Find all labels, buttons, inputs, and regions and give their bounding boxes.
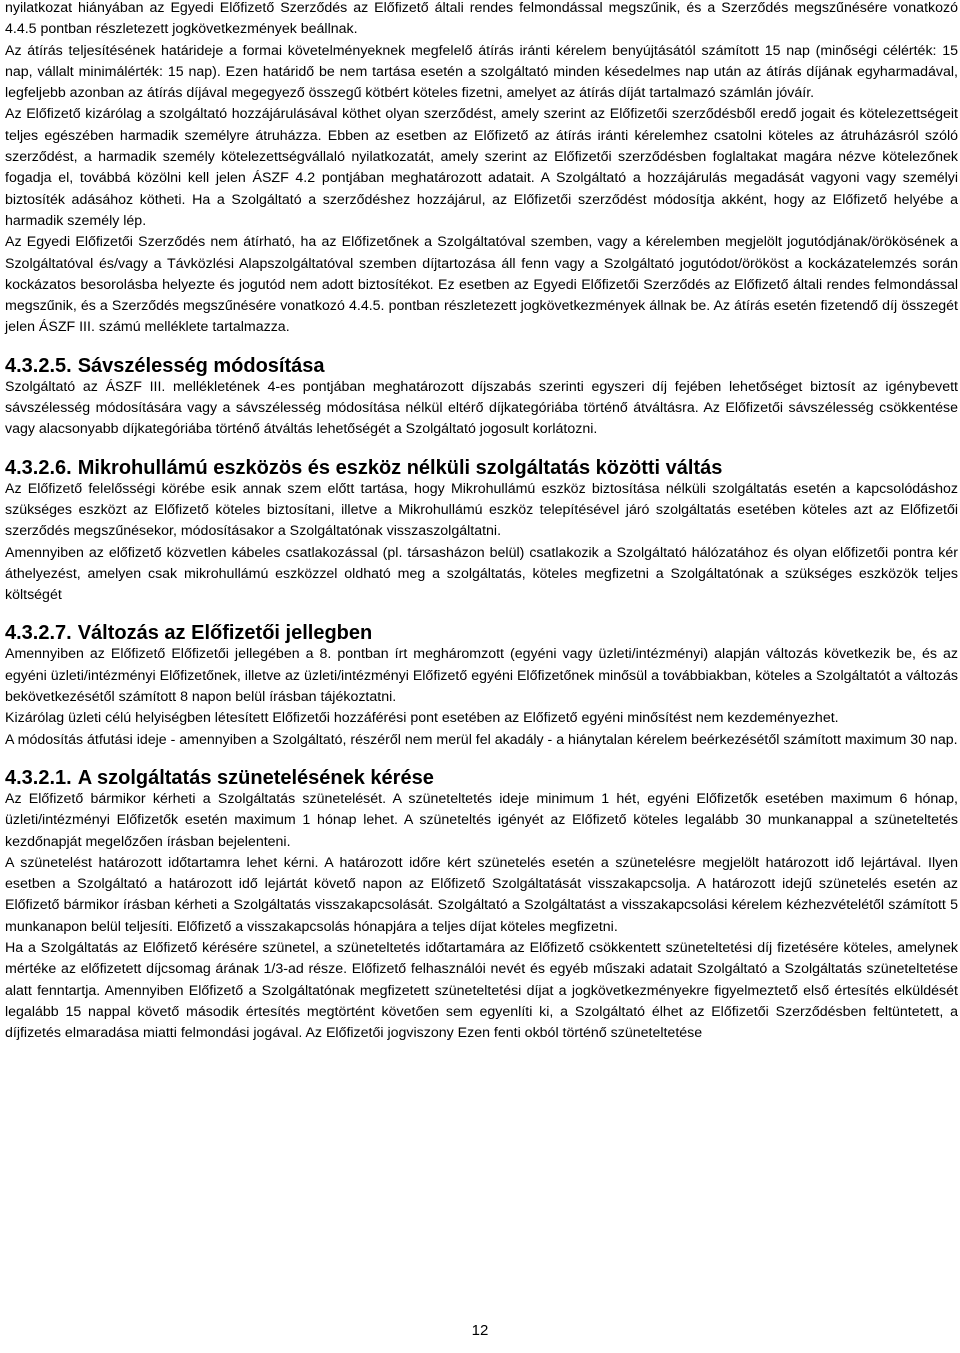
section-heading-microwave-switch (5, 455, 958, 482)
section-title: Változás az Előfizetői jellegben (77, 622, 373, 645)
paragraph-cable-relocation: Amennyiben az előfizető közvetlen kábeles csatlakozással (pl. társasházon belül) csatlakozik a Szolgáltató hálózatához és olyan előfizetői pontra kér áthelyezést, amelyen csak mikrohullámú eszközzel oldható meg a szolgáltatás, köteles megfizetni a Szolgáltatónak a szükséges eszközök teljes költségét (5, 544, 958, 604)
paragraph-suspension-period: A szünetelést határozott időtartamra lehet kérni. A határozott időre kért szünetelés esetén a szünetelésre megjelölt határozott idő lejártával. Ilyen esetben a Szolgáltató a határozott idő lejártát követő napon az Előfizető Szolgáltatását visszakapcsolja. A határozott idejű szünetelés esetén az Előfizető bármikor írásban kérheti a Szolgáltatás visszakapcsolását. Szolgáltató a Szolgáltatást a visszakapcsolási kérelem kézhezvételétől számított 5 munkanapon belül teljesíti. Előfizető a visszakapcsolás hónapjára a teljes díjat köteles megfizetni. (5, 854, 958, 935)
section-heading-suspension-request (5, 765, 958, 792)
paragraph-suspension-request: Az Előfizető bármikor kérheti a Szolgáltatás szünetelését. A szüneteltetés ideje minimum 1 hét, egyéni Előfizetők esetében maximum 6 hónap, üzleti/intézményi Előfizetők esetén maximum 1 hónap lehet. A szüneteltés igényét az Előfizető köteles legalább 30 munkanappal a szüneteltetés kezdőnapját megelőzően írásban bejelenteni. (5, 790, 958, 850)
document-page (5, 0, 958, 1044)
paragraph-transfer-exclusion: Az Egyedi Előfizetői Szerződés nem átírható, ha az Előfizetőnek a Szolgáltatóval szemben, vagy a kérelemben megjelölt jogutódjának/örökösének a Szolgáltatóval és/vagy a Távközlési Alapszolgáltatóval szemben díjtartozása áll fenn vagy a Szolgáltató jogutódot/örököst a kockázatelemzés során kockázatos besorolásba helyezte és jogutód nem adott biztosítékot. Ez esetben az Egyedi Előfizetői Szerződés az Előfizető általi rendes felmondással megszűnik, és a Szerződés megszűnésére vonatkozó 4.4.5. pontban részletezett jogkövetkezmények állnak be. Az átírás esetén fizetendő díj összegét jelen ÁSZF III. számú melléklete tartalmazza. (5, 234, 958, 336)
section-heading-bandwidth (5, 353, 958, 380)
section-number: 4.3.2.1. (5, 766, 72, 789)
paragraph-bandwidth-change: Szolgáltató az ÁSZF III. mellékletének 4-es pontjában meghatározott díjszabás szerinti egyszeri díj fejében lehetőséget biztosít az igénybevett sávszélesség módosítására vagy a sávszélesség módosítása nélkül eltérő díjkategóriába történő átváltásra. Az Előfizetői sávszélesség csökkentése vagy alacsonyabb díjkategóriába történő átváltás lehetőségét a Szolgáltató jogosult korlátozni. (5, 378, 958, 438)
paragraph-transfer-deadline: Az átírás teljesítésének határideje a formai követelményeknek megfelelő átírás iránti kérelem benyújtásától számított 15 nap (minőségi célérték: 15 nap, vállalt minimálérték: 15 nap). Ezen határidő be nem tartása esetén a szolgáltató minden késedelmes nap után az átírás díjának egyharmadával, legfeljebb azonban az átírás díjával megegyező összegű kötbért köteles fizetni, amelyet az átírás díját tartalmazó számlán jóváír. (5, 42, 958, 102)
section-title: Sávszélesség módosítása (77, 354, 325, 377)
paragraph-contract-assignment: Az Előfizető kizárólag a szolgáltató hozzájárulásával köthet olyan szerződést, amely szerint az Előfizetői szerződésből eredő jogait és kötelezettségeit teljes egészében harmadik személyre átruházza. Ebben az esetben az Előfizető az átírás iránti kérelemhez csatolni köteles az átruházásról szóló szerződést, a harmadik személy kötelezettségvállaló nyilatkozatát, amely szerint az Előfizetői szerződésben foglaltakat magára nézve kötelezőnek fogadja el, továbbá közölni kell jelen ÁSZF 4.2 pontjában meghatározott adatait. A Szolgáltató a hozzájárulás megadását vagyoni vagy személyi biztosíték adásához kötheti. Ha a Szolgáltató a szerződéshez hozzájárul, az Előfizetői szerződést módosítja akként, hogy az Előfizető helyébe a harmadik személy lép. (5, 106, 958, 229)
section-number: 4.3.2.7. (5, 622, 72, 645)
paragraph-transfer-fallback: nyilatkozat hiányában az Egyedi Előfizető Szerződés az Előfizető általi rendes felmondással megszűnik, és a Szerződés megszűnésére vonatkozó 4.4.5 pontban részletezett jogkövetkezmények beállnak. (5, 0, 958, 38)
section-heading-subscriber-type (5, 620, 958, 647)
section-title: Mikrohullámú eszközös és eszköz nélküli szolgáltatás közötti váltás (77, 456, 723, 479)
paragraph-microwave-responsibility: Az Előfizető felelősségi körébe esik annak szem előtt tartása, hogy Mikrohullámú eszköz biztosítása nélküli szolgáltatás esetén a kapcsolódáshoz szükséges eszközt az Előfizető köteles biztosítani, illetve a Mikrohullámú eszköz telepítésével járó szolgáltatás esetében köteles azt az Előfizetői szerződés megszűnésekor, módosításakor a Szolgáltatónak visszaszolgáltatni. (5, 480, 958, 540)
section-number: 4.3.2.5. (5, 354, 72, 377)
page-number: 12 (471, 1322, 489, 1339)
section-number: 4.3.2.6. (5, 456, 72, 479)
paragraph-suspension-fee: Ha a Szolgáltatás az Előfizető kérésére szünetel, a szüneteltetés időtartamára az Előfizető csökkentett szüneteltetési díj fizetésére köteles, amelynek mértéke az előfizetett díjcsomag árának 1/3-ad része. Előfizető felhasználói nevét és egyéb műszaki adatait Szolgáltató a Szolgáltatás szüneteltetése alatt fenntartja. Amennyiben Előfizető a Szolgáltatónak megfizetett szüneteltetési díjat a jogkövetkezményekre figyelmeztető első értesítés elküldését legalább 15 nappal követő második értesítés megtörtént követően sem egyenlíti ki, a Szolgáltató élhet az Előfizetői Szerződésben feltüntetett, a díjfizetés elmaradása miatti felmondási jogával. Az Előfizetői jogviszony Ezen fenti okból történő szüneteltetése (5, 939, 958, 1042)
paragraph-business-premises: Kizárólag üzleti célú helyiségben létesített Előfizetői hozzáférési pont esetében az Előfizető egyéni minősítést nem kezdeményezhet. (5, 710, 839, 727)
section-title: A szolgáltatás szünetelésének kérése (77, 766, 434, 789)
paragraph-subscriber-type-change: Amennyiben az Előfizető Előfizetői jellegében a 8. pontban írt megháromzott (egyéni vagy üzleti/intézményi) alapján változás következik be, és az egyéni üzleti/intézményi Előfizetőnek, illetve az üzleti/intézményi Előfizető egyéni Előfizetőnek minősül a továbbiakban, köteles a Szolgáltatót a változás bekövetkezésétől számított 8 napon belül írásban tájékoztatni. (5, 646, 958, 706)
paragraph-modification-time: A módosítás átfutási ideje - amennyiben a Szolgáltató, részéről nem merül fel akadály - a hiánytalan kérelem beérkezésétől számított maximum 30 nap. (5, 731, 958, 748)
